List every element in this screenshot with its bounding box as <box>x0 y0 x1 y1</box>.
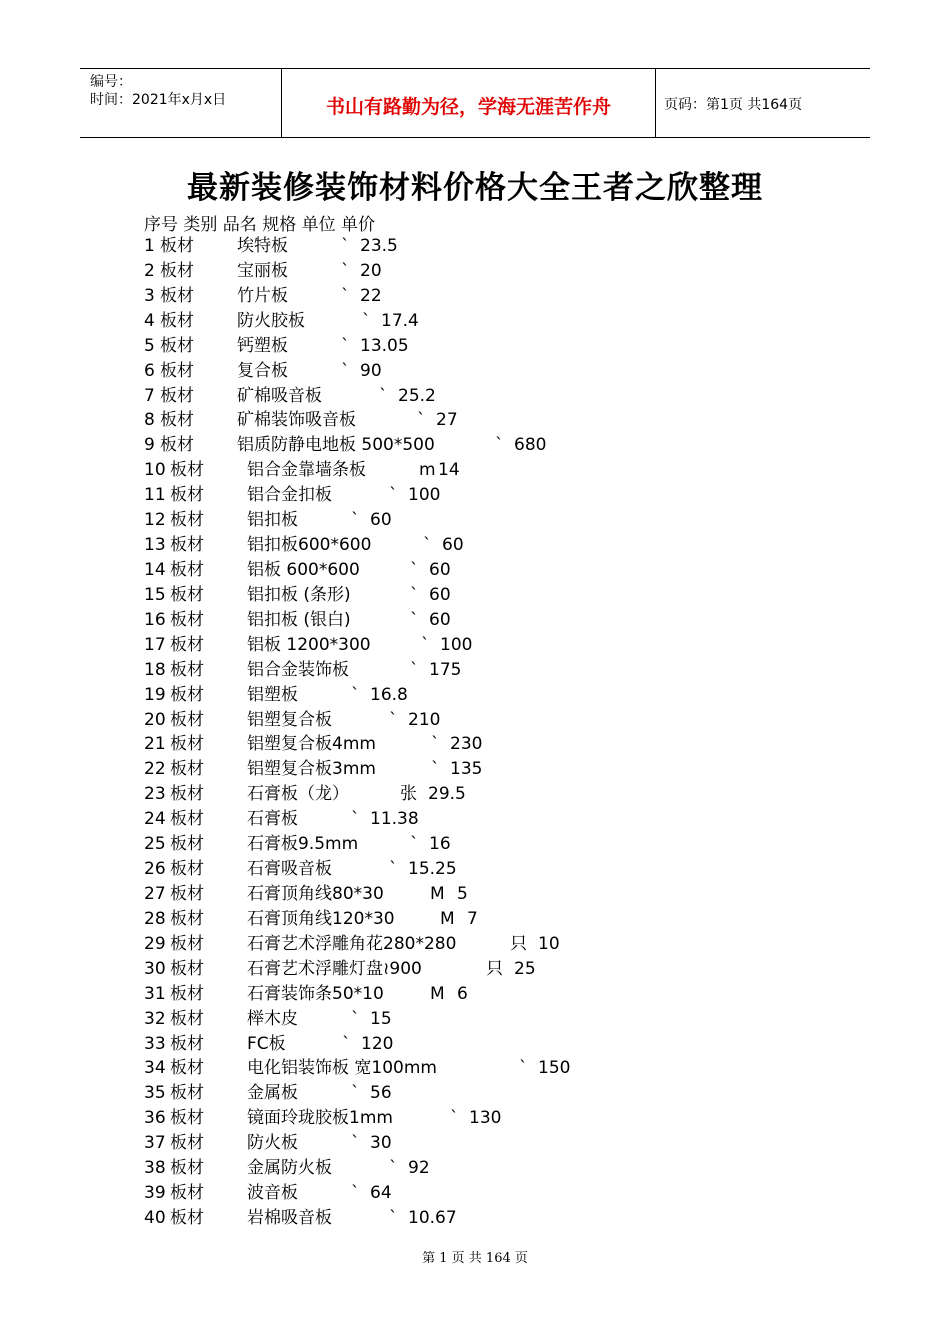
row-no: 19 <box>144 684 166 705</box>
row-no: 24 <box>144 809 166 830</box>
row-name: 镜面玲珑胶板1mm <box>247 1108 393 1129</box>
row-cat: 板材 <box>160 360 194 381</box>
row-no: 29 <box>144 933 166 954</box>
row-no: 10 <box>144 460 166 481</box>
row-price: 11.38 <box>370 809 419 830</box>
row-no: 1 <box>144 236 155 256</box>
row-cat: 板材 <box>170 983 204 1004</box>
row-name: 铝塑复合板 <box>247 709 332 730</box>
row-no: 3 <box>144 285 155 306</box>
row-name: 石膏装饰条50*10 <box>247 983 384 1004</box>
row-name: 石膏艺术浮雕灯盘≀900 <box>247 958 422 979</box>
row-name: 铝合金装饰板 <box>247 659 349 680</box>
row-cat: 板材 <box>170 958 204 979</box>
row-price: 150 <box>538 1058 571 1079</box>
row-unit: ` <box>389 1207 398 1228</box>
row-name: 石膏顶角线120*30 <box>247 908 395 929</box>
row-cat: 板材 <box>170 908 204 929</box>
row-unit: ` <box>410 559 419 580</box>
number-label: 编号： <box>90 74 132 90</box>
row-name: 复合板 <box>237 360 288 381</box>
row-name: 铝合金靠墙条板 <box>247 460 366 481</box>
row-price: 56 <box>370 1083 392 1104</box>
document-header <box>80 68 870 138</box>
row-unit: M <box>430 983 445 1004</box>
row-unit: ` <box>410 609 419 630</box>
row-cat: 板材 <box>170 1033 204 1054</box>
row-price: 210 <box>408 709 441 730</box>
row-unit: 只 <box>486 958 503 979</box>
row-cat: 板材 <box>170 1008 204 1029</box>
row-name: 铝塑复合板4mm <box>247 734 376 755</box>
row-name: 宝丽板 <box>237 260 288 281</box>
row-unit: ` <box>341 285 350 306</box>
row-name: 石膏板 <box>247 809 298 830</box>
row-no: 13 <box>144 535 166 556</box>
row-unit: ` <box>351 1008 360 1029</box>
row-cat: 板材 <box>170 1183 204 1204</box>
row-price: 17.4 <box>381 310 419 331</box>
row-cat: 板材 <box>160 385 194 406</box>
row-price: 130 <box>469 1108 502 1129</box>
row-price: 27 <box>436 410 458 431</box>
row-unit: ` <box>351 1183 360 1204</box>
row-cat: 板材 <box>170 734 204 755</box>
row-cat: 板材 <box>170 933 204 954</box>
row-name: 铝塑板 <box>247 684 298 705</box>
row-unit: ` <box>519 1058 528 1079</box>
row-no: 37 <box>144 1133 166 1154</box>
row-unit: ` <box>351 510 360 531</box>
row-name: 铝板 1200*300 <box>247 634 371 655</box>
row-cat: 板材 <box>170 1108 204 1129</box>
row-price: 13.05 <box>360 335 409 356</box>
row-cat: 板材 <box>160 260 194 281</box>
row-no: 28 <box>144 908 166 929</box>
row-cat: 板材 <box>170 859 204 880</box>
row-price: 25 <box>514 958 536 979</box>
row-name: 矿棉吸音板 <box>237 385 322 406</box>
row-price: 30 <box>370 1133 392 1154</box>
row-no: 36 <box>144 1108 166 1129</box>
row-unit: ` <box>431 734 440 755</box>
row-price: 10 <box>538 933 560 954</box>
row-cat: 板材 <box>170 883 204 904</box>
row-cat: 板材 <box>160 335 194 356</box>
row-unit: ` <box>351 1083 360 1104</box>
row-unit: ` <box>341 335 350 356</box>
row-cat: 板材 <box>170 460 204 481</box>
row-price: 15 <box>370 1008 392 1029</box>
row-cat: 板材 <box>170 659 204 680</box>
row-no: 8 <box>144 410 155 431</box>
row-no: 21 <box>144 734 166 755</box>
row-cat: 板材 <box>160 310 194 331</box>
row-cat: 板材 <box>170 809 204 830</box>
row-no: 12 <box>144 510 166 531</box>
row-price: 60 <box>429 609 451 630</box>
row-no: 17 <box>144 634 166 655</box>
row-cat: 板材 <box>170 784 204 805</box>
row-price: 60 <box>429 584 451 605</box>
header-motto-cell <box>281 69 656 137</box>
row-cat: 板材 <box>170 485 204 506</box>
row-price: 230 <box>450 734 483 755</box>
row-name: 金属板 <box>247 1083 298 1104</box>
page-footer: 第 1 页 共 164 页 <box>422 1251 528 1266</box>
row-price: 5 <box>457 883 468 904</box>
row-price: 16.8 <box>370 684 408 705</box>
row-unit: ` <box>351 809 360 830</box>
row-name: 铝塑复合板3mm <box>247 759 376 780</box>
row-unit: 张 <box>400 784 417 805</box>
row-price: 20 <box>360 260 382 281</box>
row-price: 60 <box>442 535 464 556</box>
row-cat: 板材 <box>170 684 204 705</box>
row-no: 18 <box>144 659 166 680</box>
row-cat: 板材 <box>160 236 194 256</box>
row-name: 榉木皮 <box>247 1008 298 1029</box>
row-unit: ` <box>342 1033 351 1054</box>
row-price: 135 <box>450 759 483 780</box>
row-no: 27 <box>144 883 166 904</box>
row-cat: 板材 <box>160 410 194 431</box>
row-unit: ` <box>410 584 419 605</box>
row-no: 2 <box>144 260 155 281</box>
row-no: 4 <box>144 310 155 331</box>
row-price: 60 <box>370 510 392 531</box>
row-price: 22 <box>360 285 382 306</box>
motto-text: 书山有路勤为径，学海无涯苦作舟 <box>325 96 611 118</box>
row-unit: m <box>419 460 436 481</box>
row-cat: 板材 <box>170 634 204 655</box>
row-cat: 板材 <box>170 1058 204 1079</box>
row-name: 防火板 <box>247 1133 298 1154</box>
row-unit: ` <box>341 260 350 281</box>
row-price: 175 <box>429 659 462 680</box>
row-price: 29.5 <box>428 784 466 805</box>
row-cat: 板材 <box>170 609 204 630</box>
row-price: 23.5 <box>360 236 398 256</box>
row-name: 电化铝装饰板 宽100mm <box>247 1058 437 1079</box>
row-no: 7 <box>144 385 155 406</box>
row-cat: 板材 <box>160 435 194 456</box>
row-cat: 板材 <box>170 1083 204 1104</box>
row-name: 石膏吸音板 <box>247 859 332 880</box>
row-unit: ` <box>389 859 398 880</box>
row-name: 铝扣板 (银白) <box>247 609 351 630</box>
row-name: 石膏艺术浮雕角花280*280 <box>247 933 457 954</box>
row-no: 22 <box>144 759 166 780</box>
row-unit: ` <box>341 360 350 381</box>
row-name: 矿棉装饰吸音板 <box>237 410 356 431</box>
row-name: 铝扣板600*600 <box>247 535 372 556</box>
row-name: 铝扣板 (条形) <box>247 584 351 605</box>
row-price: 6 <box>457 983 468 1004</box>
row-name: 波音板 <box>247 1183 298 1204</box>
row-name: 石膏板9.5mm <box>247 834 359 855</box>
row-no: 39 <box>144 1183 166 1204</box>
row-name: 金属防火板 <box>247 1158 332 1179</box>
row-name: 钙塑板 <box>237 335 288 356</box>
row-price: 16 <box>429 834 451 855</box>
row-no: 30 <box>144 958 166 979</box>
row-unit: ` <box>379 385 388 406</box>
row-no: 5 <box>144 335 155 356</box>
row-no: 9 <box>144 435 155 456</box>
row-no: 23 <box>144 784 166 805</box>
row-unit: ` <box>389 485 398 506</box>
row-no: 34 <box>144 1058 166 1079</box>
row-unit: M <box>440 908 455 929</box>
row-no: 38 <box>144 1158 166 1179</box>
row-cat: 板材 <box>170 834 204 855</box>
row-price: 92 <box>408 1158 430 1179</box>
row-price: 90 <box>360 360 382 381</box>
row-no: 6 <box>144 360 155 381</box>
row-name: 防火胶板 <box>237 310 305 331</box>
row-price: 25.2 <box>398 385 436 406</box>
row-name: 岩棉吸音板 <box>247 1207 332 1228</box>
row-no: 26 <box>144 859 166 880</box>
row-price: 120 <box>361 1033 394 1054</box>
row-price: 10.67 <box>408 1207 457 1228</box>
row-name: 铝合金扣板 <box>247 485 332 506</box>
row-unit: ` <box>389 709 398 730</box>
row-price: 100 <box>408 485 441 506</box>
row-no: 32 <box>144 1008 166 1029</box>
row-price: 680 <box>514 435 547 456</box>
row-unit: ` <box>351 1133 360 1154</box>
row-unit: ` <box>362 310 371 331</box>
row-price: 7 <box>467 908 478 929</box>
row-cat: 板材 <box>160 285 194 306</box>
row-cat: 板材 <box>170 759 204 780</box>
row-no: 40 <box>144 1207 166 1228</box>
row-name: 石膏顶角线80*30 <box>247 883 384 904</box>
row-no: 20 <box>144 709 166 730</box>
row-unit: ` <box>421 634 430 655</box>
row-unit: ` <box>351 684 360 705</box>
row-no: 14 <box>144 559 166 580</box>
row-unit: ` <box>410 659 419 680</box>
row-unit: ` <box>423 535 432 556</box>
row-unit: M <box>430 883 445 904</box>
row-name: 铝扣板 <box>247 510 298 531</box>
row-no: 11 <box>144 485 166 506</box>
row-no: 16 <box>144 609 166 630</box>
row-name: FC板 <box>247 1033 286 1054</box>
row-no: 35 <box>144 1083 166 1104</box>
row-price: 60 <box>429 559 451 580</box>
row-name: 埃特板 <box>237 236 288 256</box>
row-price: 14 <box>438 460 460 481</box>
row-name: 石膏板（龙） <box>247 784 349 805</box>
row-no: 15 <box>144 584 166 605</box>
row-cat: 板材 <box>170 535 204 556</box>
row-cat: 板材 <box>170 1207 204 1228</box>
row-cat: 板材 <box>170 709 204 730</box>
row-cat: 板材 <box>170 510 204 531</box>
page-info: 页码：第1页 共164页 <box>664 97 803 113</box>
row-unit: ` <box>431 759 440 780</box>
row-price: 64 <box>370 1183 392 1204</box>
row-unit: 只 <box>510 933 527 954</box>
header-page-cell <box>655 69 870 137</box>
row-name: 竹片板 <box>237 285 288 306</box>
row-cat: 板材 <box>170 1158 204 1179</box>
time-label: 时间：2021年x月x日 <box>90 92 227 108</box>
row-unit: ` <box>341 236 350 256</box>
row-unit: ` <box>417 410 426 431</box>
header-meta-cell <box>80 69 280 137</box>
row-price: 15.25 <box>408 859 457 880</box>
row-name: 铝质防静电地板 500*500 <box>237 435 435 456</box>
row-unit: ` <box>389 1158 398 1179</box>
row-unit: ` <box>450 1108 459 1129</box>
row-no: 33 <box>144 1033 166 1054</box>
row-cat: 板材 <box>170 584 204 605</box>
row-name: 铝板 600*600 <box>247 559 360 580</box>
row-cat: 板材 <box>170 1133 204 1154</box>
row-cat: 板材 <box>170 559 204 580</box>
row-no: 25 <box>144 834 166 855</box>
column-header: 序号 类别 品名 规格 单位 单价 <box>144 215 376 235</box>
row-no: 31 <box>144 983 166 1004</box>
row-unit: ` <box>495 435 504 456</box>
row-price: 100 <box>440 634 473 655</box>
page-title: 最新装修装饰材料价格大全王者之欣整理 <box>187 170 763 206</box>
row-unit: ` <box>410 834 419 855</box>
